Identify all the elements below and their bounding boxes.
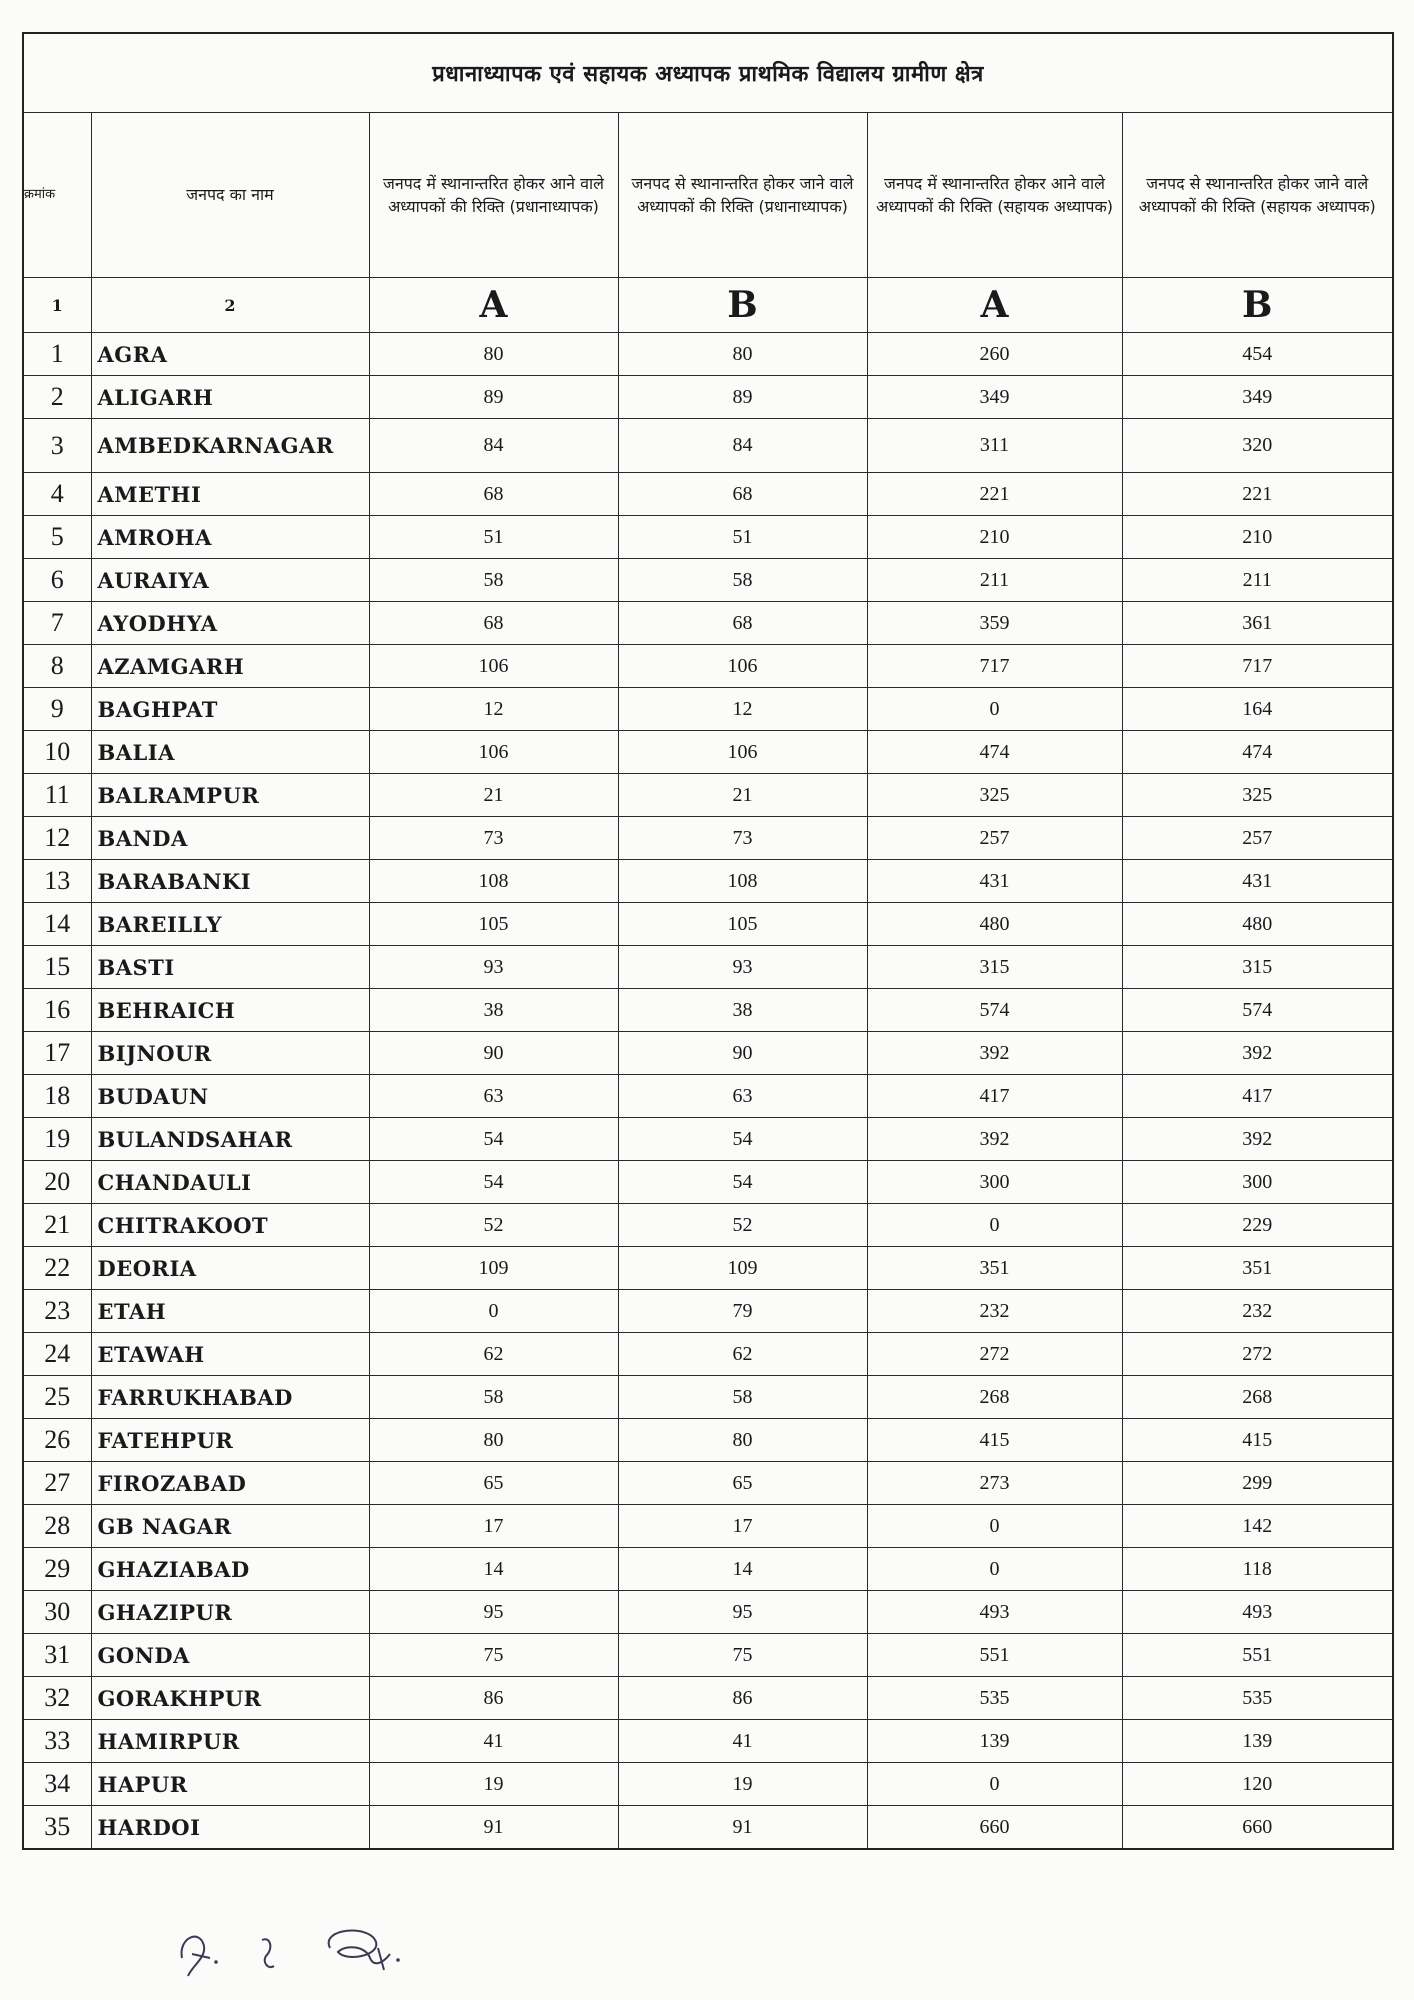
- row-district-cell: BASTI: [91, 946, 369, 989]
- row-col1-cell: 106: [369, 731, 618, 774]
- row-col4-cell: 361: [1122, 602, 1393, 645]
- row-col2-cell: 80: [618, 1419, 867, 1462]
- row-col2-cell: 17: [618, 1505, 867, 1548]
- row-col3-cell: 0: [867, 688, 1122, 731]
- table-row: [23, 1763, 1393, 1806]
- row-col4-cell: 232: [1122, 1290, 1393, 1333]
- header-col3: जनपद में स्थानान्तरित होकर आने वाले अध्यापकों की रिक्ति (सहायक अध्यापक): [867, 113, 1122, 278]
- row-sn-cell: 3: [23, 419, 91, 473]
- table-row: [23, 1677, 1393, 1720]
- row-col3-cell: 315: [867, 946, 1122, 989]
- row-sn-cell: 8: [23, 645, 91, 688]
- row-col3-cell: 574: [867, 989, 1122, 1032]
- row-district-cell: GHAZIABAD: [91, 1548, 369, 1591]
- table-row: [23, 516, 1393, 559]
- row-col2-cell: 106: [618, 731, 867, 774]
- row-district-cell: BANDA: [91, 817, 369, 860]
- row-district-cell: AMBEDKARNAGAR: [91, 419, 369, 473]
- row-col1-cell: 21: [369, 774, 618, 817]
- row-col1-cell: 73: [369, 817, 618, 860]
- row-sn-cell: 20: [23, 1161, 91, 1204]
- row-col1-cell: 51: [369, 516, 618, 559]
- row-district-cell: BIJNOUR: [91, 1032, 369, 1075]
- row-sn-cell: 34: [23, 1763, 91, 1806]
- row-col3-cell: 272: [867, 1333, 1122, 1376]
- row-col4-cell: 299: [1122, 1462, 1393, 1505]
- header-col1: जनपद में स्थानान्तरित होकर आने वाले अध्यापकों की रिक्ति (प्रधानाध्यापक): [369, 113, 618, 278]
- row-col4-cell: 431: [1122, 860, 1393, 903]
- row-col1-cell: 109: [369, 1247, 618, 1290]
- table-row: [23, 1548, 1393, 1591]
- index-row: [23, 278, 1393, 333]
- row-district-cell: GHAZIPUR: [91, 1591, 369, 1634]
- row-col4-cell: 300: [1122, 1161, 1393, 1204]
- row-col4-cell: 349: [1122, 376, 1393, 419]
- row-col1-cell: 19: [369, 1763, 618, 1806]
- row-district-cell: BAGHPAT: [91, 688, 369, 731]
- row-col3-cell: 300: [867, 1161, 1122, 1204]
- row-col3-cell: 351: [867, 1247, 1122, 1290]
- row-sn-cell: 19: [23, 1118, 91, 1161]
- row-col2-cell: 86: [618, 1677, 867, 1720]
- index-cell: 2: [91, 278, 369, 333]
- row-district-cell: HARDOI: [91, 1806, 369, 1850]
- table-row: [23, 731, 1393, 774]
- row-col4-cell: 480: [1122, 903, 1393, 946]
- row-col2-cell: 68: [618, 473, 867, 516]
- row-sn-cell: 35: [23, 1806, 91, 1850]
- row-col2-cell: 41: [618, 1720, 867, 1763]
- row-col2-cell: 89: [618, 376, 867, 419]
- row-district-cell: FATEHPUR: [91, 1419, 369, 1462]
- row-col2-cell: 106: [618, 645, 867, 688]
- row-col3-cell: 0: [867, 1204, 1122, 1247]
- vacancy-table: [22, 32, 1394, 1850]
- row-col1-cell: 0: [369, 1290, 618, 1333]
- row-col1-cell: 108: [369, 860, 618, 903]
- row-col3-cell: 210: [867, 516, 1122, 559]
- row-col2-cell: 109: [618, 1247, 867, 1290]
- row-district-cell: BULANDSAHAR: [91, 1118, 369, 1161]
- row-col4-cell: 315: [1122, 946, 1393, 989]
- row-col2-cell: 108: [618, 860, 867, 903]
- row-col3-cell: 660: [867, 1806, 1122, 1850]
- row-col2-cell: 63: [618, 1075, 867, 1118]
- table-row: [23, 1462, 1393, 1505]
- row-col4-cell: 139: [1122, 1720, 1393, 1763]
- row-col3-cell: 474: [867, 731, 1122, 774]
- row-district-cell: BUDAUN: [91, 1075, 369, 1118]
- row-district-cell: AMETHI: [91, 473, 369, 516]
- row-col1-cell: 52: [369, 1204, 618, 1247]
- row-col1-cell: 62: [369, 1333, 618, 1376]
- row-col3-cell: 493: [867, 1591, 1122, 1634]
- row-col2-cell: 52: [618, 1204, 867, 1247]
- row-col3-cell: 273: [867, 1462, 1122, 1505]
- row-col1-cell: 17: [369, 1505, 618, 1548]
- row-col2-cell: 84: [618, 419, 867, 473]
- row-col3-cell: 311: [867, 419, 1122, 473]
- row-col2-cell: 12: [618, 688, 867, 731]
- table-row: [23, 1419, 1393, 1462]
- row-district-cell: BEHRAICH: [91, 989, 369, 1032]
- row-district-cell: BALIA: [91, 731, 369, 774]
- header-row: [23, 113, 1393, 278]
- row-col2-cell: 65: [618, 1462, 867, 1505]
- row-col2-cell: 95: [618, 1591, 867, 1634]
- row-col1-cell: 68: [369, 473, 618, 516]
- row-sn-cell: 30: [23, 1591, 91, 1634]
- row-sn-cell: 12: [23, 817, 91, 860]
- row-district-cell: ETAWAH: [91, 1333, 369, 1376]
- row-col2-cell: 79: [618, 1290, 867, 1333]
- row-col3-cell: 232: [867, 1290, 1122, 1333]
- row-col1-cell: 86: [369, 1677, 618, 1720]
- row-col4-cell: 211: [1122, 559, 1393, 602]
- index-cell: 1: [23, 278, 91, 333]
- row-col1-cell: 58: [369, 1376, 618, 1419]
- row-district-cell: AZAMGARH: [91, 645, 369, 688]
- row-col4-cell: 325: [1122, 774, 1393, 817]
- table-row: [23, 946, 1393, 989]
- row-col4-cell: 320: [1122, 419, 1393, 473]
- row-col2-cell: 58: [618, 1376, 867, 1419]
- table-row: [23, 602, 1393, 645]
- row-col1-cell: 80: [369, 333, 618, 376]
- row-district-cell: HAPUR: [91, 1763, 369, 1806]
- row-col1-cell: 68: [369, 602, 618, 645]
- row-district-cell: AYODHYA: [91, 602, 369, 645]
- row-col3-cell: 415: [867, 1419, 1122, 1462]
- row-col1-cell: 38: [369, 989, 618, 1032]
- index-cell: B: [1122, 278, 1393, 333]
- row-col3-cell: 392: [867, 1032, 1122, 1075]
- row-col1-cell: 58: [369, 559, 618, 602]
- row-col4-cell: 660: [1122, 1806, 1393, 1850]
- row-col2-cell: 19: [618, 1763, 867, 1806]
- index-cell: A: [369, 278, 618, 333]
- row-district-cell: GB NAGAR: [91, 1505, 369, 1548]
- row-sn-cell: 4: [23, 473, 91, 516]
- row-col4-cell: 351: [1122, 1247, 1393, 1290]
- row-col1-cell: 91: [369, 1806, 618, 1850]
- row-district-cell: BARABANKI: [91, 860, 369, 903]
- row-sn-cell: 18: [23, 1075, 91, 1118]
- row-col4-cell: 392: [1122, 1118, 1393, 1161]
- row-col2-cell: 91: [618, 1806, 867, 1850]
- row-col1-cell: 80: [369, 1419, 618, 1462]
- row-district-cell: FARRUKHABAD: [91, 1376, 369, 1419]
- row-sn-cell: 1: [23, 333, 91, 376]
- row-col4-cell: 268: [1122, 1376, 1393, 1419]
- row-col3-cell: 221: [867, 473, 1122, 516]
- row-sn-cell: 17: [23, 1032, 91, 1075]
- row-district-cell: AGRA: [91, 333, 369, 376]
- row-col4-cell: 392: [1122, 1032, 1393, 1075]
- table-row: [23, 1075, 1393, 1118]
- row-col1-cell: 106: [369, 645, 618, 688]
- row-col3-cell: 325: [867, 774, 1122, 817]
- row-col3-cell: 257: [867, 817, 1122, 860]
- row-district-cell: HAMIRPUR: [91, 1720, 369, 1763]
- table-row: [23, 1806, 1393, 1850]
- table-row: [23, 1634, 1393, 1677]
- row-sn-cell: 33: [23, 1720, 91, 1763]
- row-col2-cell: 68: [618, 602, 867, 645]
- row-col2-cell: 80: [618, 333, 867, 376]
- row-col1-cell: 84: [369, 419, 618, 473]
- row-sn-cell: 29: [23, 1548, 91, 1591]
- table-row: [23, 860, 1393, 903]
- index-cell: A: [867, 278, 1122, 333]
- row-sn-cell: 11: [23, 774, 91, 817]
- table-row: [23, 688, 1393, 731]
- row-sn-cell: 9: [23, 688, 91, 731]
- table-row: [23, 1505, 1393, 1548]
- row-col1-cell: 95: [369, 1591, 618, 1634]
- row-col3-cell: 0: [867, 1548, 1122, 1591]
- row-district-cell: ALIGARH: [91, 376, 369, 419]
- row-col2-cell: 105: [618, 903, 867, 946]
- row-col4-cell: 551: [1122, 1634, 1393, 1677]
- row-col3-cell: 431: [867, 860, 1122, 903]
- index-cell: B: [618, 278, 867, 333]
- row-sn-cell: 5: [23, 516, 91, 559]
- row-district-cell: AMROHA: [91, 516, 369, 559]
- table-row: [23, 817, 1393, 860]
- row-col2-cell: 38: [618, 989, 867, 1032]
- table-row: [23, 1032, 1393, 1075]
- row-col2-cell: 51: [618, 516, 867, 559]
- row-col1-cell: 12: [369, 688, 618, 731]
- row-sn-cell: 21: [23, 1204, 91, 1247]
- table-row: [23, 903, 1393, 946]
- row-col1-cell: 65: [369, 1462, 618, 1505]
- row-col3-cell: 0: [867, 1763, 1122, 1806]
- table-title: प्रधानाध्यापक एवं सहायक अध्यापक प्राथमिक विद्यालय ग्रामीण क्षेत्र: [23, 33, 1393, 113]
- row-col3-cell: 480: [867, 903, 1122, 946]
- row-col4-cell: 164: [1122, 688, 1393, 731]
- row-sn-cell: 31: [23, 1634, 91, 1677]
- row-sn-cell: 13: [23, 860, 91, 903]
- row-district-cell: CHANDAULI: [91, 1161, 369, 1204]
- row-sn-cell: 2: [23, 376, 91, 419]
- row-col4-cell: 229: [1122, 1204, 1393, 1247]
- table-row: [23, 1204, 1393, 1247]
- row-col1-cell: 93: [369, 946, 618, 989]
- table-row: [23, 333, 1393, 376]
- header-col4: जनपद से स्थानान्तरित होकर जाने वाले अध्यापकों की रिक्ति (सहायक अध्यापक): [1122, 113, 1393, 278]
- table-row: [23, 1290, 1393, 1333]
- table-row: [23, 1247, 1393, 1290]
- row-col4-cell: 272: [1122, 1333, 1393, 1376]
- row-col1-cell: 54: [369, 1161, 618, 1204]
- row-col3-cell: 260: [867, 333, 1122, 376]
- row-col1-cell: 75: [369, 1634, 618, 1677]
- row-col4-cell: 142: [1122, 1505, 1393, 1548]
- row-col2-cell: 58: [618, 559, 867, 602]
- row-sn-cell: 15: [23, 946, 91, 989]
- row-district-cell: DEORIA: [91, 1247, 369, 1290]
- row-col4-cell: 257: [1122, 817, 1393, 860]
- row-col3-cell: 0: [867, 1505, 1122, 1548]
- row-sn-cell: 22: [23, 1247, 91, 1290]
- row-col4-cell: 210: [1122, 516, 1393, 559]
- table-row: [23, 1591, 1393, 1634]
- row-col2-cell: 93: [618, 946, 867, 989]
- table-row: [23, 989, 1393, 1032]
- row-district-cell: GORAKHPUR: [91, 1677, 369, 1720]
- row-col4-cell: 118: [1122, 1548, 1393, 1591]
- row-col1-cell: 89: [369, 376, 618, 419]
- row-sn-cell: 14: [23, 903, 91, 946]
- row-district-cell: BAREILLY: [91, 903, 369, 946]
- row-sn-cell: 24: [23, 1333, 91, 1376]
- table-row: [23, 1161, 1393, 1204]
- row-col4-cell: 574: [1122, 989, 1393, 1032]
- table-row: [23, 1376, 1393, 1419]
- row-col4-cell: 474: [1122, 731, 1393, 774]
- header-col2: जनपद से स्थानान्तरित होकर जाने वाले अध्यापकों की रिक्ति (प्रधानाध्यापक): [618, 113, 867, 278]
- row-col1-cell: 41: [369, 1720, 618, 1763]
- row-col4-cell: 415: [1122, 1419, 1393, 1462]
- row-sn-cell: 26: [23, 1419, 91, 1462]
- row-sn-cell: 25: [23, 1376, 91, 1419]
- header-sn: क्रमांक: [23, 113, 91, 278]
- table-row: [23, 419, 1393, 473]
- row-col2-cell: 54: [618, 1161, 867, 1204]
- row-col1-cell: 14: [369, 1548, 618, 1591]
- table-row: [23, 1333, 1393, 1376]
- row-col3-cell: 392: [867, 1118, 1122, 1161]
- row-col2-cell: 90: [618, 1032, 867, 1075]
- row-sn-cell: 10: [23, 731, 91, 774]
- row-col2-cell: 73: [618, 817, 867, 860]
- row-district-cell: BALRAMPUR: [91, 774, 369, 817]
- row-col3-cell: 359: [867, 602, 1122, 645]
- row-sn-cell: 7: [23, 602, 91, 645]
- table-row: [23, 645, 1393, 688]
- table-row: [23, 473, 1393, 516]
- row-col3-cell: 535: [867, 1677, 1122, 1720]
- row-col4-cell: 417: [1122, 1075, 1393, 1118]
- row-col1-cell: 90: [369, 1032, 618, 1075]
- row-col4-cell: 717: [1122, 645, 1393, 688]
- table-row: [23, 774, 1393, 817]
- row-col2-cell: 21: [618, 774, 867, 817]
- row-sn-cell: 16: [23, 989, 91, 1032]
- row-col4-cell: 454: [1122, 333, 1393, 376]
- row-col3-cell: 211: [867, 559, 1122, 602]
- row-col3-cell: 268: [867, 1376, 1122, 1419]
- row-col4-cell: 120: [1122, 1763, 1393, 1806]
- row-col2-cell: 54: [618, 1118, 867, 1161]
- row-district-cell: AURAIYA: [91, 559, 369, 602]
- row-col3-cell: 139: [867, 1720, 1122, 1763]
- row-district-cell: CHITRAKOOT: [91, 1204, 369, 1247]
- row-col2-cell: 62: [618, 1333, 867, 1376]
- table-row: [23, 1118, 1393, 1161]
- table-row: [23, 559, 1393, 602]
- row-district-cell: GONDA: [91, 1634, 369, 1677]
- row-col3-cell: 349: [867, 376, 1122, 419]
- row-col3-cell: 717: [867, 645, 1122, 688]
- row-sn-cell: 28: [23, 1505, 91, 1548]
- row-sn-cell: 32: [23, 1677, 91, 1720]
- row-col4-cell: 221: [1122, 473, 1393, 516]
- signature-image: [170, 1918, 490, 1988]
- row-sn-cell: 6: [23, 559, 91, 602]
- table-row: [23, 1720, 1393, 1763]
- row-col1-cell: 105: [369, 903, 618, 946]
- row-col2-cell: 14: [618, 1548, 867, 1591]
- table-row: [23, 376, 1393, 419]
- row-district-cell: FIROZABAD: [91, 1462, 369, 1505]
- row-district-cell: ETAH: [91, 1290, 369, 1333]
- row-sn-cell: 27: [23, 1462, 91, 1505]
- row-col2-cell: 75: [618, 1634, 867, 1677]
- row-col3-cell: 417: [867, 1075, 1122, 1118]
- row-col4-cell: 493: [1122, 1591, 1393, 1634]
- row-sn-cell: 23: [23, 1290, 91, 1333]
- row-col3-cell: 551: [867, 1634, 1122, 1677]
- row-col4-cell: 535: [1122, 1677, 1393, 1720]
- header-district: जनपद का नाम: [91, 113, 369, 278]
- row-col1-cell: 54: [369, 1118, 618, 1161]
- row-col1-cell: 63: [369, 1075, 618, 1118]
